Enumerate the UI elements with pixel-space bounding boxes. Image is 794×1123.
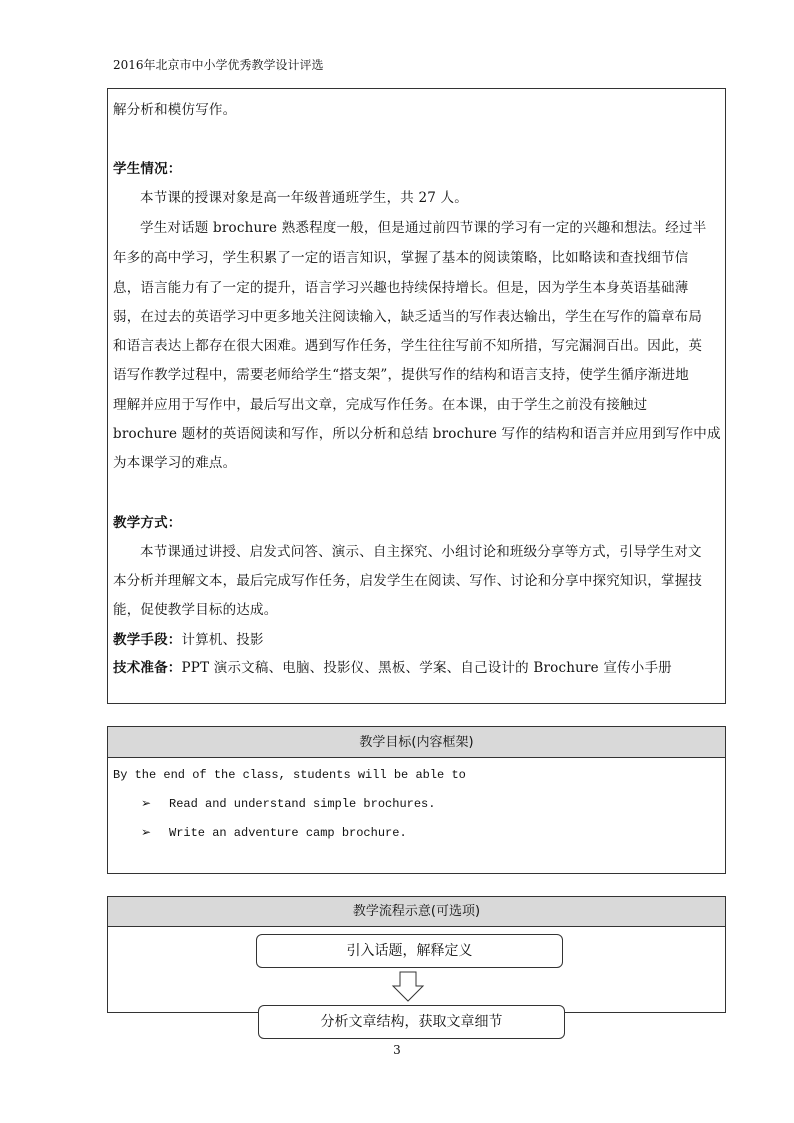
- text-line: 能，促使教学目标的达成。: [113, 602, 278, 618]
- tools-value: 计算机、投影: [181, 632, 264, 648]
- text-line: 息，语言能力有了一定的提升，语言学习兴趣也持续保持增长。但是，因为学生本身英语基础薄: [113, 280, 689, 296]
- prep-value: PPT 演示文稿、电脑、投影仪、黑板、学案、自己设计的 Brochure 宣传小手册: [181, 660, 672, 676]
- text-line: 本节课通过讲授、启发式问答、演示、自主探究、小组讨论和班级分享等方式，引导学生对文: [140, 544, 702, 560]
- page-header: 2016年北京市中小学优秀教学设计评选: [113, 58, 324, 72]
- objective-item: Read and understand simple brochures.: [169, 797, 436, 811]
- text-line: 语写作教学过程中，需要老师给学生“搭支架”，提供写作的结构和语言支持，使学生循序渐进地: [113, 367, 689, 383]
- page-number: 3: [393, 1043, 401, 1057]
- down-arrow-icon: [391, 971, 425, 1003]
- text-line: 年多的高中学习，学生积累了一定的语言知识，掌握了基本的阅读策略，比如略读和查找细节信: [113, 250, 689, 266]
- flow-step: 引入话题，解释定义: [256, 934, 563, 968]
- bullet-arrow-icon: ➢: [141, 825, 152, 839]
- text-line: 解分析和模仿写作。: [113, 102, 237, 118]
- tools-label: 教学手段：: [113, 632, 182, 648]
- objectives-title: 教学目标(内容框架): [108, 727, 725, 758]
- text-line: 为本课学习的难点。: [113, 455, 237, 471]
- students-heading: 学生情况：: [113, 161, 182, 177]
- flow-title: 教学流程示意(可选项): [108, 897, 725, 927]
- text-line: 和语言表达上都存在很大困难。遇到写作任务，学生往往写前不知所措，写完漏洞百出。因此，英: [113, 338, 703, 354]
- text-line: brochure 题材的英语阅读和写作，所以分析和总结 brochure 写作的结构和语言并应用到写作中成: [113, 426, 721, 442]
- text-line: 本节课的授课对象是高一年级普通班学生，共 27 人。: [140, 190, 468, 206]
- bullet-arrow-icon: ➢: [141, 796, 152, 810]
- text-line: 本分析并理解文本，最后完成写作任务，启发学生在阅读、写作、讨论和分享中探究知识，掌握技: [113, 573, 703, 589]
- prep-label: 技术准备：: [113, 660, 182, 676]
- text-line: 弱，在过去的英语学习中更多地关注阅读输入，缺乏适当的写作表达输出，学生在写作的篇章布局: [113, 309, 703, 325]
- tools-line: [113, 628, 264, 648]
- text-line: 学生对话题 brochure 熟悉程度一般，但是通过前四节课的学习有一定的兴趣和想法。经过半: [140, 220, 707, 236]
- method-heading: 教学方式：: [113, 515, 182, 531]
- objective-item: Write an adventure camp brochure.: [169, 826, 407, 840]
- objectives-intro: By the end of the class, students will be able to: [113, 768, 466, 782]
- flow-step: 分析文章结构，获取文章细节: [258, 1005, 565, 1039]
- text-line: 理解并应用于写作中，最后写出文章，完成写作任务。在本课，由于学生之前没有接触过: [113, 397, 648, 413]
- prep-line: [113, 656, 672, 676]
